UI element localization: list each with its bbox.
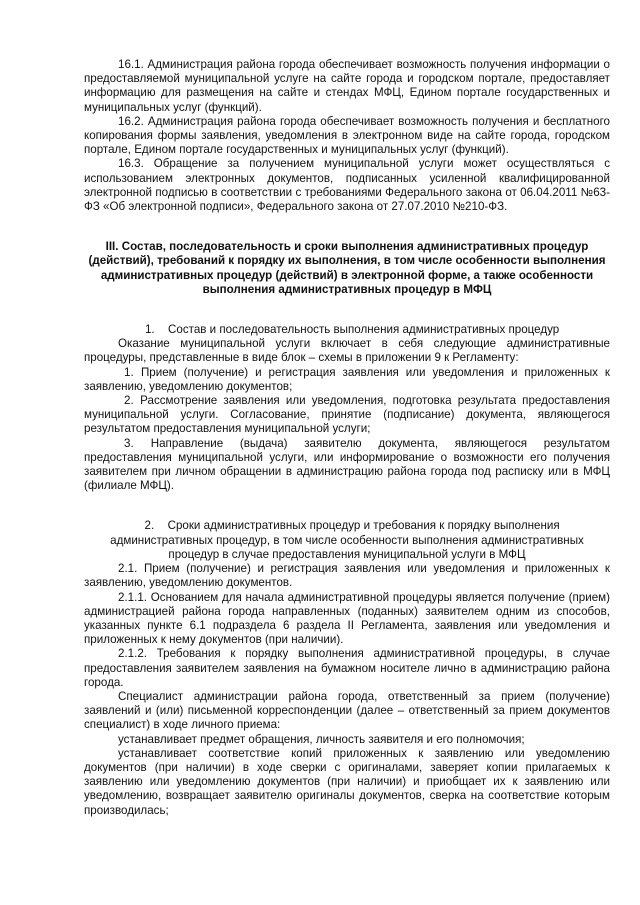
subsection-2-number: 2. xyxy=(144,519,155,533)
subsection-1-text: Состав и последовательность выполнения административных процедур xyxy=(168,323,560,337)
paragraph-specialist: Специалист администрации района города, ответственный за прием (получение) заявлений и (или) письменной корреспонденции (далее – ответственный за прием документов специалист) в ходе личного приема: xyxy=(84,689,610,732)
paragraph-2-1-1: 2.1.1. Основанием для начала административной процедуры является получение (прием) администрацией района города направленных (поданных) заявителем одним из способов, указанных пункте 6.1 подраздела 6 раздела II Регламента, заявления или уведомления и приложенных к нему документов (при наличии). xyxy=(84,590,610,647)
list-item-2 xyxy=(84,394,610,437)
subsection-2-text: Сроки административных процедур и требования к порядку выполнения административных процедур, в том числе особенности выполнения административных процедур в случае предоставления муниципальной услуги в МФЦ xyxy=(110,519,584,561)
section-heading: III. Состав, последовательность и сроки выполнения административных процедур (действий), требований к порядку их выполнения, в том числе особенности выполнения административных процедур (действий) в электронной форме, а также особенности выполнения административных процедур в МФЦ xyxy=(88,240,606,296)
paragraph-establishes-copies: устанавливает соответствие копий приложенных к заявлению или уведомлению документов (при наличии) в ходе сверки с оригиналами, заверяет копии прилагаемых к заявлению или уведомлению документов (при наличии) и приобщает их к заявлению или уведомлению, возвращает заявителю оригиналы документов, сверка на соответствие которым производилась; xyxy=(84,746,610,817)
subsection-1-number: 1. xyxy=(144,323,155,337)
list-item-3-text: Направление (выдача) заявителю документа, являющегося результатом предоставления муниципальной услуги, или информирование о возможности его получения заявителем при личном обращении в администрацию района города под расписку или в МФЦ (филиале МФЦ). xyxy=(84,436,610,493)
list-item-1-number: 1. xyxy=(124,365,134,379)
list-item-1 xyxy=(84,366,610,394)
list-item-3 xyxy=(84,437,610,494)
subsection-1-title xyxy=(84,323,610,337)
subsection-2-title xyxy=(84,519,610,562)
list-item-1-text: Прием (получение) и регистрация заявления или уведомления и приложенных к заявлению, уведомлению документов; xyxy=(84,365,610,393)
list-item-2-text: Рассмотрение заявления или уведомления, подготовка результата предоставления муниципальной услуги. Согласование, принятие (подписание) документа, являющегося результатом предоставления муниципальной услуги; xyxy=(84,394,610,436)
paragraph-2-1: 2.1. Прием (получение) и регистрация заявления или уведомления и приложенных к заявлению, уведомлению документов. xyxy=(84,562,610,590)
list-item-3-number: 3. xyxy=(124,436,134,450)
paragraph-2-1-2: 2.1.2. Требования к порядку выполнения административной процедуры, в случае предоставления заявителем заявления на бумажном носителе лично в администрацию района города. xyxy=(84,647,610,689)
document-page xyxy=(84,58,610,818)
paragraph-16-3: 16.3. Обращение за получением муниципальной услуги может осуществляться с использованием электронных документов, подписанных усиленной квалифицированной электронной подписью в соответствии с требованиями Федерального закона от 06.04.2011 №63-ФЗ «Об электронной подписи», Федерального закона от 27.07.2010 №210-ФЗ. xyxy=(84,157,610,214)
list-item-2-number: 2. xyxy=(124,394,134,408)
paragraph-16-2: 16.2. Администрация района города обеспечивает возможность получения и бесплатного копирования формы заявления, уведомления в электронном виде на сайте города, городском портале, Едином портале государственных и муниципальных услуг (функций). xyxy=(84,114,610,157)
paragraph-16-1: 16.1. Администрация района города обеспечивает возможность получения информации о предоставляемой муниципальной услуге на сайте города и городском портале, предоставляет информацию для размещения на сайте и стендах МФЦ, Едином портале государственных и муниципальных услуг (функций). xyxy=(84,58,610,114)
paragraph-procedures-intro: Оказание муниципальной услуги включает в себя следующие административные процедуры, представленные в виде блок – схемы в приложении 9 к Регламенту: xyxy=(84,337,610,365)
paragraph-establishes-subject: устанавливает предмет обращения, личность заявителя и его полномочия; xyxy=(118,732,525,746)
